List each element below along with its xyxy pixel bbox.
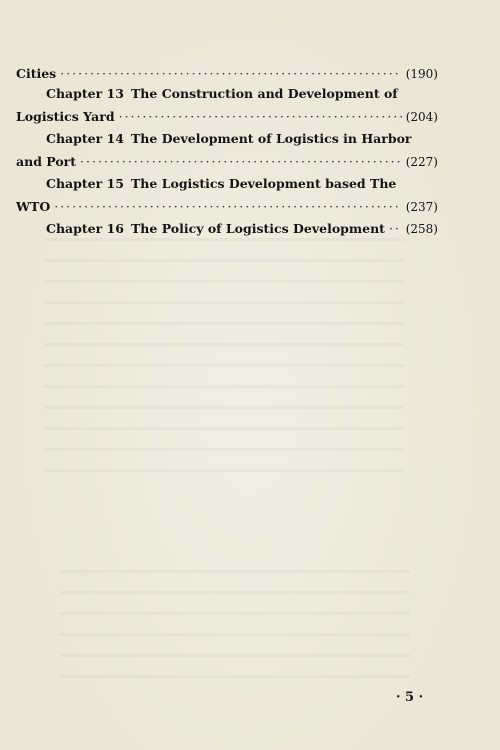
- toc-entry-chapter-13-continued: [16, 109, 438, 125]
- chapter-title: The Logistics Development based The: [131, 176, 397, 191]
- bleed-through-text-upper: [44, 238, 404, 478]
- chapter-title: The Policy of Logistics Development: [131, 221, 385, 236]
- toc-page-ref: (190): [405, 67, 438, 81]
- chapter-number: Chapter 15: [46, 176, 124, 191]
- dot-leader: [60, 66, 402, 82]
- chapter-title: The Development of Logistics in Harbor: [131, 131, 412, 146]
- page-number: · 5 ·: [396, 690, 424, 705]
- toc-page-ref: (227): [405, 155, 438, 169]
- dot-leader: [80, 154, 402, 170]
- toc-page-ref: (258): [405, 222, 438, 236]
- chapter-number: Chapter 16: [46, 221, 124, 236]
- dot-leader: [54, 199, 401, 215]
- toc-entry-tail: Cities: [16, 66, 57, 81]
- toc-entry-chapter-16: [46, 221, 438, 237]
- toc-entry-chapter-14: [46, 131, 412, 147]
- toc-page-ref: (237): [405, 200, 438, 214]
- toc-entry-tail: and Port: [16, 154, 77, 169]
- dot-leader: [389, 221, 402, 237]
- bleed-through-text-lower: [60, 570, 410, 680]
- chapter-number: Chapter 13: [46, 86, 124, 101]
- toc-entry-chapter-13: [46, 86, 398, 102]
- chapter-title: The Construction and Development of: [131, 86, 398, 101]
- toc-entry-tail: Logistics Yard: [16, 109, 115, 124]
- toc-entry-continued: [16, 66, 438, 82]
- toc-entry-chapter-14-continued: [16, 154, 438, 170]
- toc-entry-chapter-15-continued: [16, 199, 438, 215]
- toc-page-ref: (204): [405, 110, 438, 124]
- toc-entry-tail: WTO: [16, 199, 51, 214]
- chapter-number: Chapter 14: [46, 131, 124, 146]
- dot-leader: [119, 109, 402, 125]
- toc-entry-chapter-15: [46, 176, 396, 192]
